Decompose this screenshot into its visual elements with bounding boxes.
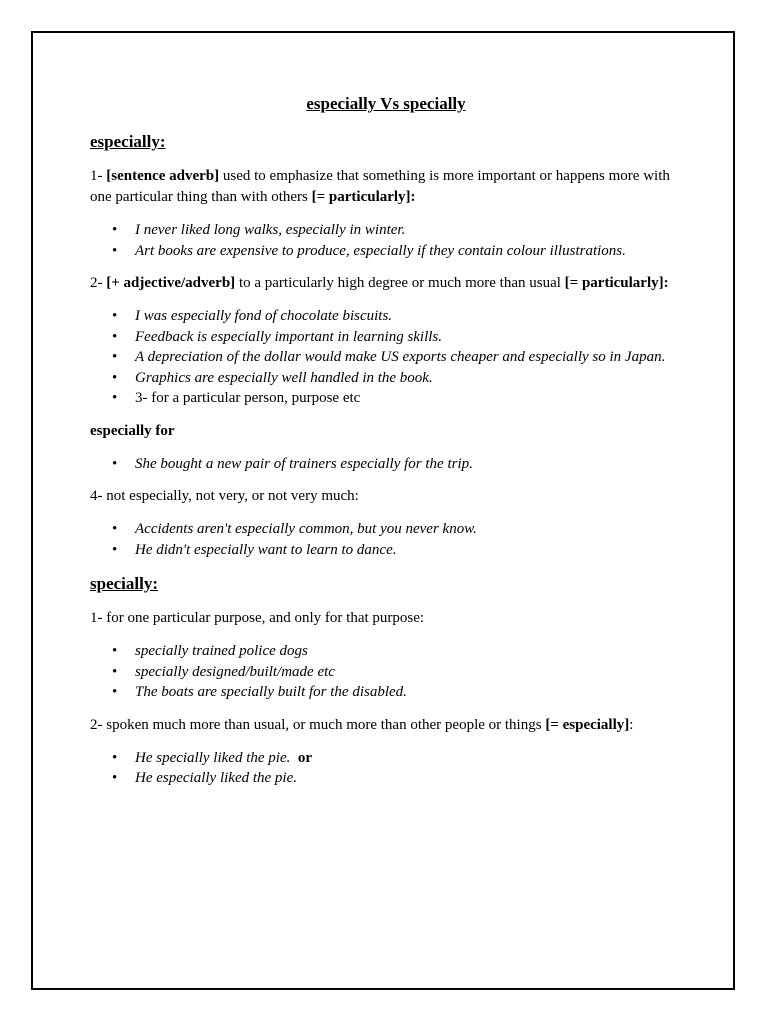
bullet-icon: • [112,390,118,406]
specially-definition-1: 1- for one particular purpose, and only for that purpose: [90,610,425,626]
subheading-especially-for: especially for [90,422,175,439]
example-list-3 [90,454,682,475]
example-text: She bought a new pair of trainers especially for the trip. [135,455,473,472]
bullet-icon: • [112,541,118,558]
bullet-icon: • [112,663,118,680]
document-body [90,92,682,801]
bullet-icon: • [112,455,118,472]
definition-text: to a particularly high degree or much more than usual [235,275,565,291]
list-item [90,454,682,475]
bullet-icon: • [112,643,118,659]
definition-tail: : [629,716,634,733]
bullet-icon: • [112,349,118,365]
example-text: Art books are expensive to produce, especially if they contain colour illustrations. [135,242,626,259]
list-item [90,327,682,348]
definition-2 [90,273,682,294]
example-text: I never liked long walks, especially in winter. [135,222,406,238]
list-item [90,241,682,262]
grammar-tag: [+ adjective/adverb] [106,275,236,291]
specially-example-list-2 [90,748,682,789]
example-text: He didn't especially want to learn to dance. [135,541,397,558]
definition-4: 4- not especially, not very, or not very much: [90,488,359,504]
example-text: Accidents aren't especially common, but you never know. [135,521,477,537]
example-text: He especially liked the pie. [135,770,298,786]
list-item [90,220,682,241]
example-list-1 [90,220,682,261]
example-text: specially designed/built/made etc [135,663,335,680]
synonym-tag: [= particularly]: [564,275,669,291]
example-text: He specially liked the pie. [135,749,291,766]
list-item [90,388,682,409]
list-item [90,368,682,389]
list-item [90,306,682,327]
bullet-icon: • [112,749,118,766]
example-text: I was especially fond of chocolate biscuits. [135,308,393,324]
bullet-icon: • [112,369,118,386]
list-item [90,347,682,368]
page-title: especially Vs specially [306,94,466,113]
definition-3: 3- for a particular person, purpose etc [135,390,361,406]
grammar-tag: [sentence adverb] [106,168,220,184]
synonym-tag: [= especially] [545,716,630,733]
definition-number: 1- [90,168,107,184]
list-item [90,662,682,683]
synonym-tag: [= particularly]: [311,189,416,205]
definition-text: used to emphasize that something is more important or happens more with one particular thing than with others [90,168,670,205]
bullet-icon: • [112,770,118,786]
example-list-2 [90,306,682,409]
bullet-icon: • [112,521,118,537]
example-text: Graphics are especially well handled in the book. [135,369,433,386]
example-text: Feedback is especially important in learning skills. [135,328,443,345]
section-heading-especially: especially: [90,132,166,151]
bullet-icon: • [112,684,118,700]
or-connector: or [297,749,313,766]
definition-text: 2- spoken much more than usual, or much more than other people or things [90,716,546,733]
example-text: specially trained police dogs [135,643,308,659]
example-list-4 [90,519,682,560]
bullet-icon: • [112,328,118,345]
specially-definition-2 [90,715,682,736]
list-item [90,641,682,662]
bullet-icon: • [112,242,118,259]
definition-1 [90,166,682,208]
list-item [90,682,682,703]
definition-number: 2- [90,275,107,291]
bullet-icon: • [112,308,118,324]
list-item [90,768,682,789]
section-heading-specially: specially: [90,574,158,593]
list-item [90,748,682,769]
specially-example-list-1 [90,641,682,703]
example-text: The boats are specially built for the disabled. [135,684,407,700]
bullet-icon: • [112,222,118,238]
example-text: A depreciation of the dollar would make US exports cheaper and especially so in Japan. [135,349,666,365]
list-item [90,519,682,540]
list-item [90,540,682,561]
